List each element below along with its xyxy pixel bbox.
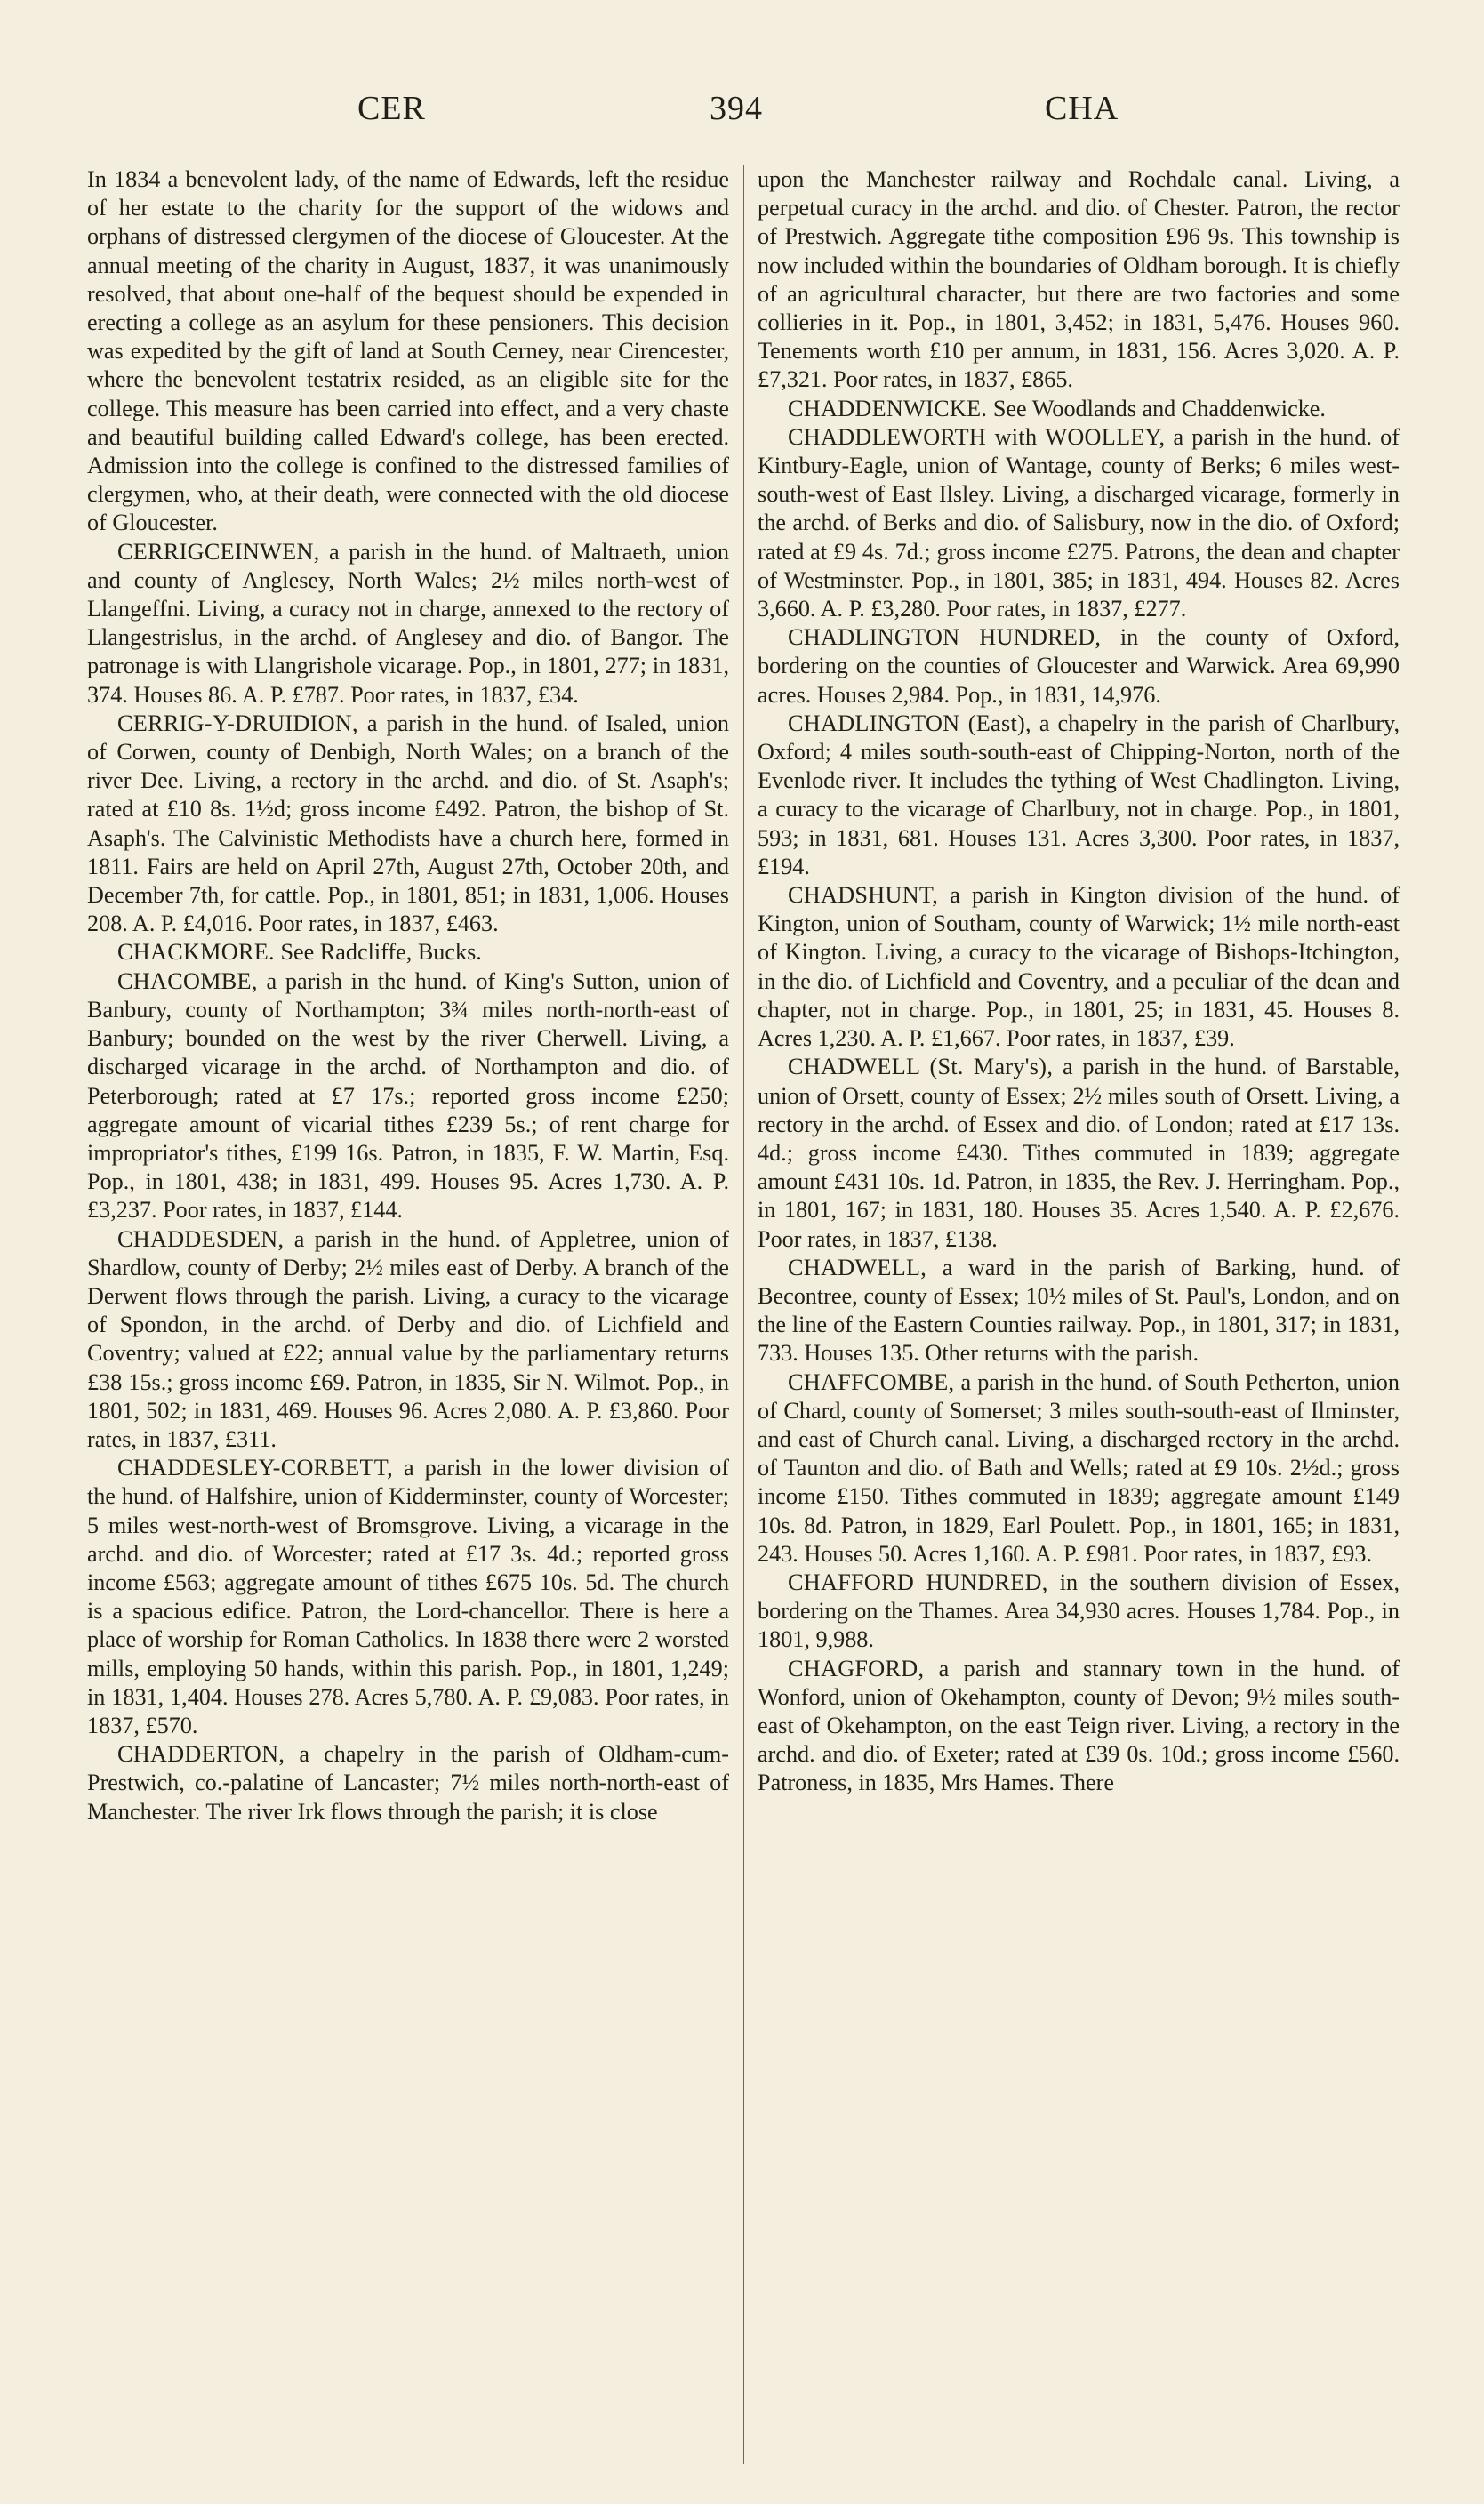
entry: CHADDERTON, a chapelry in the parish of Oldham-cum-Prestwich, co.-palatine of Lancaster; 7½ miles north-north-east of Manchester. The river Irk flows through the parish; it is close [87, 1741, 729, 1825]
entry: CHADDLEWORTH with WOOLLEY, a parish in the hund. of Kintbury-Eagle, union of Wantage, county of Berks; 6 miles west-south-west of East Ilsley. Living, a discharged vicarage, formerly in the archd. of Berks and dio. of Salisbury, now in the dio. of Oxford; rated at £9 4s. 7d.; gross income £275. Patrons, the dean and chapter of Westminster. Pop., in 1801, 385; in 1831, 494. Houses 82. Acres 3,660. A. P. £3,280. Poor rates, in 1837, £277. [758, 423, 1400, 622]
entry: CHADDENWICKE. See Woodlands and Chaddenwicke. [788, 395, 1326, 421]
entry: CERRIG-Y-DRUIDION, a parish in the hund. of Isaled, union of Corwen, county of Denbigh, North Wales; on a branch of the river Dee. Living, a rectory in the archd. and dio. of St. Asaph's; rated at £10 8s. 1½d; gross income £492. Patron, the bishop of St. Asaph's. The Calvinistic Methodists have a church here, formed in 1811. Fairs are held on April 27th, August 27th, October 20th, and December 7th, for cattle. Pop., in 1801, 851; in 1831, 1,006. Houses 208. A. P. £4,016. Poor rates, in 1837, £463. [87, 710, 729, 937]
entry-headword: CHADSHUNT, [788, 882, 939, 909]
entry: In 1834 a benevolent lady, of the name of Edwards, left the residue of her estate to the charity for the support of the widows and orphans of distressed clergymen of the diocese of Gloucester. At the annual meeting of the charity in August, 1837, it was unanimously resolved, that about one-half of the bequest should be expended in erecting a college as an asylum for these pensioners. This decision was expedited by the gift of land at South Cerney, near Cirencester, where the benevolent testatrix resided, as an eligible site for the college. This measure has been carried into effect, and a very chaste and beautiful building called Edward's college, has been erected. Admission into the college is confined to the distressed families of clergymen, who, at their death, were connected with the old diocese of Gloucester. [87, 166, 729, 536]
entry-headword: CERRIGCEINWEN, [117, 538, 320, 565]
entry-headword: CHACOMBE, [117, 967, 258, 994]
entry: CHAGFORD, a parish and stannary town in the hund. of Wonford, union of Okehampton, county of Devon; 9½ miles south-east of Okehampton, on the east Teign river. Living, a rectory in the archd. and dio. of Exeter; rated at £39 0s. 10d.; gross income £560. Patroness, in 1835, Mrs Hames. There [758, 1655, 1400, 1796]
entry-headword: CHADDESDEN, [117, 1225, 285, 1252]
entry-headword: CHADDENWICKE. [788, 395, 988, 421]
entry-headword: CERRIG-Y-DRUIDION, [117, 710, 358, 736]
page-number: 394 [710, 90, 763, 127]
entry-headword: CHADDLEWORTH with WOOLLEY, [788, 423, 1166, 450]
entry-headword: CHADLINGTON (East), [788, 710, 1031, 736]
running-header [0, 89, 1484, 142]
entry: CHACKMORE. See Radcliffe, Bucks. [117, 939, 482, 966]
header-last-entry: CHA [1045, 90, 1119, 127]
entry: CHAFFCOMBE, a parish in the hund. of South Petherton, union of Chard, county of Somerset; 3 miles south-south-east of Ilminster, and east of Church canal. Living, a discharged rectory in the archd. of Taunton and dio. of Bath and Wells; rated at £9 10s. 2½d.; gross income £150. Tithes commuted in 1839; aggregate amount £149 10s. 8d. Patron, in 1829, Earl Poulett. Pop., in 1801, 165; in 1831, 243. Houses 50. Acres 1,160. A. P. £981. Poor rates, in 1837, £93. [758, 1368, 1400, 1567]
entry-headword: CHAFFORD HUNDRED, [788, 1569, 1048, 1595]
left-column [87, 165, 729, 2468]
entry-headword: CHADDERTON, [117, 1741, 285, 1768]
entry: upon the Manchester railway and Rochdale canal. Living, a perpetual curacy in the archd. and dio. of Chester. Patron, the rector of Prestwich. Aggregate tithe composition £96 9s. This township is now included within the boundaries of Oldham borough. It is chiefly of an agricultural character, but there are two factories and some collieries in it. Pop., in 1801, 3,452; in 1831, 5,476. Houses 960. Tenements worth £10 per annum, in 1831, 156. Acres 3,020. A. P. £7,321. Poor rates, in 1837, £865. [758, 166, 1400, 393]
entry-headword: CHACKMORE. [117, 939, 275, 966]
entry-headword: CHAGFORD, [788, 1655, 925, 1681]
entry-headword: CHADWELL, [788, 1254, 927, 1280]
entry: CHADLINGTON (East), a chapelry in the parish of Charlbury, Oxford; 4 miles south-south-east of Chipping-Norton, north of the Evenlode river. It includes the tything of West Chadlington. Living, a curacy to the vicarage of Charlbury, not in charge. Pop., in 1801, 593; in 1831, 681. Houses 131. Acres 3,300. Poor rates, in 1837, £194. [758, 710, 1400, 879]
entry-headword: CHADDESLEY-CORBETT, [117, 1455, 393, 1481]
entry: CHADWELL, a ward in the parish of Barking, hund. of Becontree, county of Essex; 10½ miles of St. Paul's, London, and on the line of the Eastern Counties railway. Pop., in 1801, 317; in 1831, 733. Houses 135. Other returns with the parish. [758, 1254, 1400, 1367]
entry-headword: CHADLINGTON HUNDRED, [788, 624, 1102, 651]
entry: CHADWELL (St. Mary's), a parish in the hund. of Barstable, union of Orsett, county of Essex; 2½ miles south of Orsett. Living, a rectory in the archd. of Essex and dio. of London; rated at £17 13s. 4d.; gross income £430. Tithes commuted in 1839; aggregate amount £431 10s. 1d. Patron, in 1835, the Rev. J. Herringham. Pop., in 1801, 167; in 1831, 180. Houses 35. Acres 1,540. A. P. £2,676. Poor rates, in 1837, £138. [758, 1054, 1400, 1252]
entry: CHADDESDEN, a parish in the hund. of Appletree, union of Shardlow, county of Derby; 2½ miles east of Derby. A branch of the Derwent flows through the parish. Living, a curacy to the vicarage of Spondon, in the archd. of Derby and dio. of Lichfield and Coventry; valued at £22; annual value by the parliamentary returns £38 15s.; gross income £69. Patron, in 1835, Sir N. Wilmot. Pop., in 1801, 502; in 1831, 469. Houses 96. Acres 2,080. A. P. £3,860. Poor rates, in 1837, £311. [87, 1225, 729, 1452]
header-first-entry: CER [357, 90, 426, 127]
entry: CHADSHUNT, a parish in Kington division of the hund. of Kington, union of Southam, county of Warwick; 1½ mile north-east of Kington. Living, a curacy to the vicarage of Bishops-Itchington, in the dio. of Lichfield and Coventry, and a peculiar of the dean and chapter, not in charge. Pop., in 1801, 25; in 1831, 45. Houses 8. Acres 1,230. A. P. £1,667. Poor rates, in 1837, £39. [758, 882, 1400, 1052]
column-divider [743, 165, 744, 2464]
entry: CHACOMBE, a parish in the hund. of King's Sutton, union of Banbury, county of Northampton; 3¾ miles north-north-east of Banbury; bounded on the west by the river Cherwell. Living, a discharged vicarage in the archd. of Northampton and dio. of Peterborough; rated at £7 17s.; reported gross income £250; aggregate amount of vicarial tithes £239 5s.; of rent charge for impropriator's tithes, £199 16s. Patron, in 1835, F. W. Martin, Esq. Pop., in 1801, 438; in 1831, 499. Houses 95. Acres 1,730. A. P. £3,237. Poor rates, in 1837, £144. [87, 967, 729, 1224]
entry: CHADLINGTON HUNDRED, in the county of Oxford, bordering on the counties of Gloucester and Warwick. Area 69,990 acres. Houses 2,984. Pop., in 1831, 14,976. [758, 624, 1400, 708]
entry: CHAFFORD HUNDRED, in the southern division of Essex, bordering on the Thames. Area 34,930 acres. Houses 1,784. Pop., in 1801, 9,988. [758, 1569, 1400, 1653]
entry-headword: CHADWELL (St. Mary's), [788, 1054, 1054, 1080]
entry: CHADDESLEY-CORBETT, a parish in the lower division of the hund. of Halfshire, union of Kidderminster, county of Worcester; 5 miles west-north-west of Bromsgrove. Living, a vicarage in the archd. and dio. of Worcester; rated at £17 3s. 4d.; reported gross income £563; aggregate amount of tithes £675 10s. 5d. The church is a spacious edifice. Patron, the Lord-chancellor. There is here a place of worship for Roman Catholics. In 1838 there were 2 worsted mills, employing 50 hands, within this parish. Pop., in 1801, 1,249; in 1831, 1,404. Houses 278. Acres 5,780. A. P. £9,083. Poor rates, in 1837, £570. [87, 1455, 729, 1738]
right-column [758, 165, 1400, 2468]
entry-headword: CHAFFCOMBE, [788, 1368, 955, 1395]
entry: CERRIGCEINWEN, a parish in the hund. of Maltraeth, union and county of Anglesey, North Wales; 2½ miles north-west of Llangeffni. Living, a curacy not in charge, annexed to the rectory of Llangestrislus, in the archd. of Anglesey and dio. of Bangor. The patronage is with Llangrishole vicarage. Pop., in 1801, 277; in 1831, 374. Houses 86. A. P. £787. Poor rates, in 1837, £34. [87, 538, 729, 708]
